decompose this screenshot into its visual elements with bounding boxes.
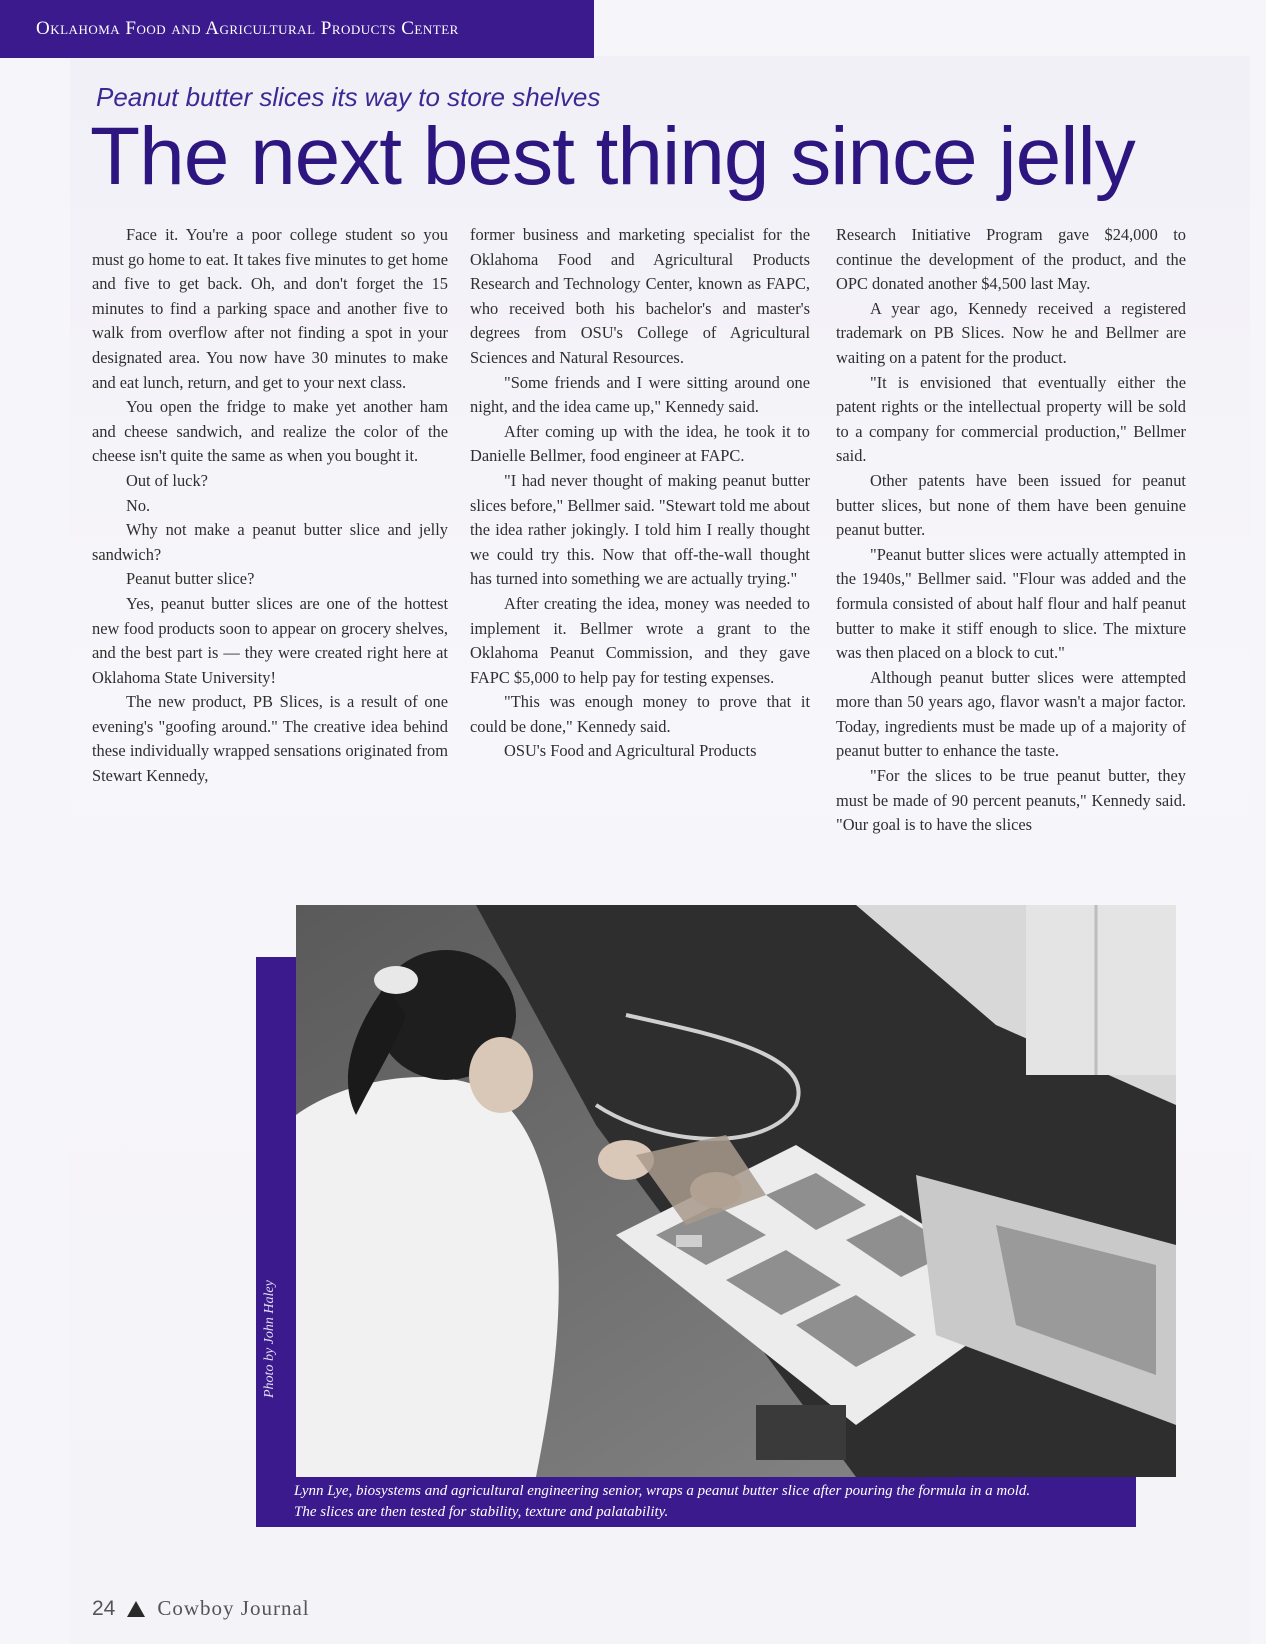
photo-credit <box>262 1370 278 1398</box>
paragraph: OSU's Food and Agricultural Products <box>504 741 757 761</box>
photo-credit-bar <box>256 957 296 1487</box>
caption-line-1: Lynn Lye, biosystems and agricultural engineering senior, wraps a peanut butter slice after pouring the formula in a mold. <box>294 1483 1031 1499</box>
paragraph: You open the fridge to make yet another ham and cheese sandwich, and realize the color of the cheese isn't quite the same as when you bought it. <box>92 397 448 466</box>
paragraph: "This was enough money to prove that it could be done," Kennedy said. <box>470 692 810 736</box>
triangle-icon <box>127 1601 145 1617</box>
paragraph: "For the slices to be true peanut butter, they must be made of 90 percent peanuts," Kennedy said. "Our goal is to have the slices <box>836 766 1186 835</box>
paragraph: Peanut butter slice? <box>126 569 255 589</box>
section-banner <box>0 0 594 58</box>
paragraph: After creating the idea, money was needed to implement it. Bellmer wrote a grant to the Oklahoma Peanut Commission, and they gave FAPC $5,000 to help pay for testing expenses. <box>470 593 810 687</box>
lab-photo-illustration <box>296 905 1176 1477</box>
paragraph: Face it. You're a poor college student so you must go home to eat. It takes five minutes to get home and five to get back. Oh, and don't forget the 15 minutes to find a parking space and another five to walk from overflow after not finding a spot in your designated area. You now have 30 minutes to make and eat lunch, return, and get to your next class. <box>92 225 448 392</box>
page-number: 24 <box>92 1596 116 1620</box>
paragraph: No. <box>126 495 151 515</box>
paragraph: Research Initiative Program gave $24,000 to continue the development of the product, and the OPC donated another $4,500 last May. <box>836 225 1186 294</box>
paragraph: "I had never thought of making peanut butter slices before," Bellmer said. "Stewart told me about the idea rather jokingly. I told him I really thought we could try this. Now that off-the-wall thought has turned into something we are actually trying." <box>470 470 810 589</box>
paragraph: Other patents have been issued for peanut butter slices, but none of them have been genuine peanut butter. <box>836 470 1186 540</box>
article-column-3 <box>836 223 1186 838</box>
paragraph: "Some friends and I were sitting around one night, and the idea came up," Kennedy said. <box>470 372 810 417</box>
paragraph: Out of luck? <box>126 470 208 490</box>
paragraph: A year ago, Kennedy received a registered trademark on PB Slices. Now he and Bellmer are waiting on a patent for the product. <box>836 298 1186 367</box>
article-headline: The next best thing since jelly <box>90 111 1135 202</box>
caption-line-2: The slices are then tested for stability, texture and palatability. <box>294 1504 669 1520</box>
paragraph: "It is envisioned that eventually either the patent rights or the intellectual property will be sold to a company for commercial production," Bellmer said. <box>836 372 1186 466</box>
page-footer <box>92 1596 310 1621</box>
paragraph: The new product, PB Slices, is a result of one evening's "goofing around." The creative idea behind these individually wrapped sensations originated from Stewart Kennedy, <box>92 692 448 786</box>
article-kicker: Peanut butter slices its way to store shelves <box>96 82 601 112</box>
article-column-1 <box>92 223 448 789</box>
photo-caption <box>256 1477 1136 1527</box>
section-banner-text: Oklahoma Food and Agricultural Products Center <box>36 18 459 39</box>
paragraph: "Peanut butter slices were actually attempted in the 1940s," Bellmer said. "Flour was added and the formula consisted of about half flour and half peanut butter to make it stiff enough to slice. The mixture was then placed on a block to cut." <box>836 544 1186 663</box>
paragraph: After coming up with the idea, he took it to Danielle Bellmer, food engineer at FAPC. <box>470 421 810 466</box>
paragraph: Although peanut butter slices were attempted more than 50 years ago, flavor wasn't a major factor. Today, ingredients must be made up of a majority of peanut butter to enhance the taste. <box>836 667 1186 761</box>
magazine-name: Cowboy Journal <box>157 1596 310 1620</box>
paragraph: Yes, peanut butter slices are one of the hottest new food products soon to appear on grocery shelves, and the best part is — they were created right here at Oklahoma State University! <box>92 593 448 687</box>
paragraph: former business and marketing specialist for the Oklahoma Food and Agricultural Products Research and Technology Center, known as FAPC, who received both his bachelor's and master's degrees from OSU's College of Agricultural Sciences and Natural Resources. <box>470 225 810 367</box>
paragraph: Why not make a peanut butter slice and jelly sandwich? <box>92 520 448 564</box>
article-column-2 <box>470 223 810 764</box>
article-photo <box>296 905 1176 1477</box>
